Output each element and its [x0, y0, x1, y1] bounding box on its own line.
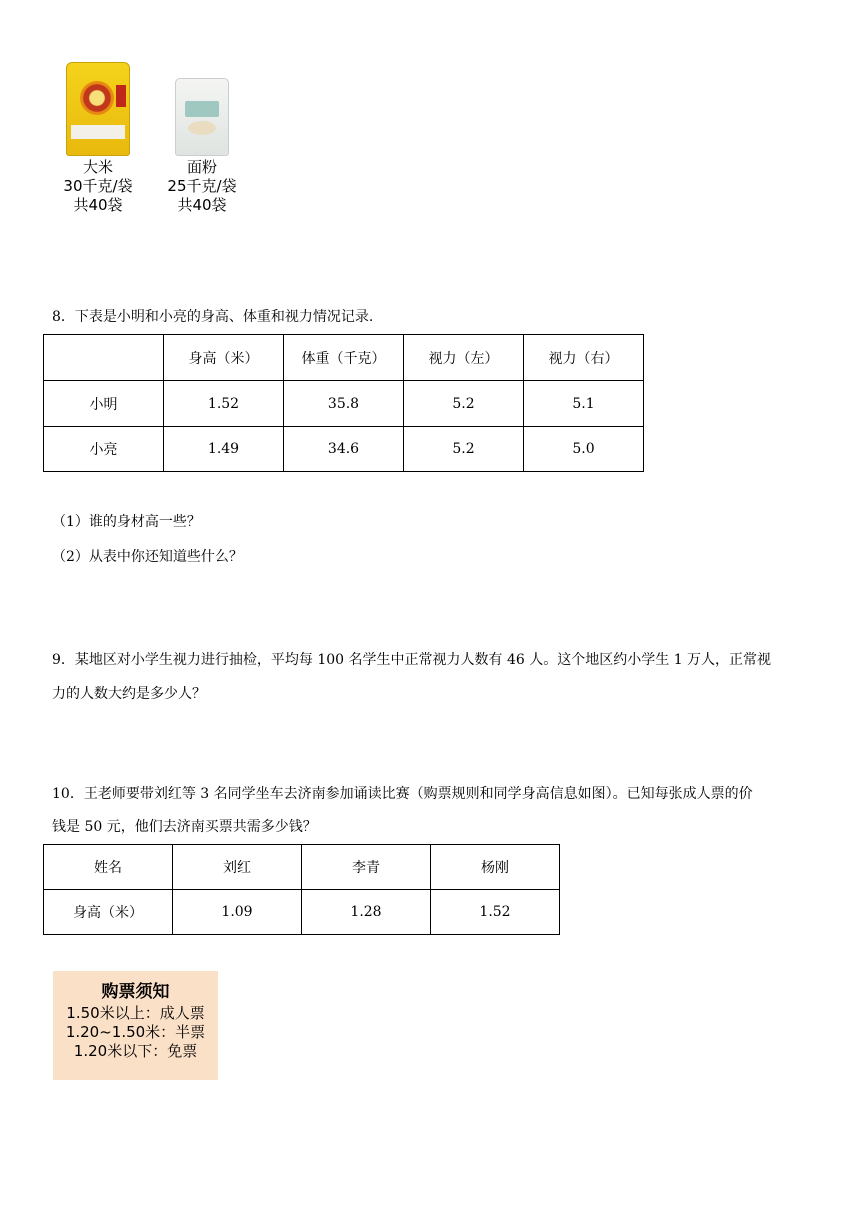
rice-bag-icon	[66, 62, 130, 156]
flour-bag-icon	[175, 78, 229, 156]
product-name: 面粉	[186, 158, 217, 176]
product-count: 共40袋	[73, 196, 123, 214]
table-header-cell	[44, 335, 164, 381]
table-cell: 1.49	[164, 427, 284, 472]
table-cell: 5.1	[524, 381, 644, 427]
product-spec: 25千克/袋	[167, 177, 237, 195]
table-cell: 35.8	[284, 381, 404, 427]
table-header-cell: 杨刚	[431, 845, 560, 890]
table-cell: 身高（米）	[44, 890, 173, 935]
table-header-cell: 姓名	[44, 845, 173, 890]
table-header-cell: 视力（左）	[404, 335, 524, 381]
table-cell: 1.28	[302, 890, 431, 935]
ticket-notice	[53, 971, 218, 1080]
question-9-line-2: 力的人数大约是多少人？	[52, 686, 206, 702]
table-cell: 5.0	[524, 427, 644, 472]
question-10-line-1: 10．王老师要带刘红等 3 名同学坐车去济南参加诵读比赛（购票规则和同学身高信息如图）。已知每张成人票的价	[52, 786, 753, 802]
table-header-cell: 视力（右）	[524, 335, 644, 381]
table-cell: 1.52	[431, 890, 560, 935]
q8-table	[43, 334, 644, 472]
table-header-cell: 体重（千克）	[284, 335, 404, 381]
table-header-cell: 李青	[302, 845, 431, 890]
question-9-line-1: 9．某地区对小学生视力进行抽检，平均每 100 名学生中正常视力人数有 46 人。这个地区约小学生 1 万人，正常视	[52, 652, 772, 668]
table-cell: 5.2	[404, 381, 524, 427]
question-8-text: 8．下表是小明和小亮的身高、体重和视力情况记录.	[52, 309, 374, 325]
table-header-cell: 身高（米）	[164, 335, 284, 381]
q10-table	[43, 844, 560, 935]
table-cell: 5.2	[404, 427, 524, 472]
product-count: 共40袋	[177, 196, 227, 214]
notice-line: 1.20米以下：免票	[73, 1042, 198, 1060]
table-cell: 34.6	[284, 427, 404, 472]
question-8-sub-2: （2）从表中你还知道些什么？	[52, 549, 243, 565]
table-row	[44, 427, 644, 472]
table-row	[44, 890, 560, 935]
table-header-row	[44, 335, 644, 381]
notice-line: 1.50米以上：成人票	[66, 1004, 205, 1022]
notice-line: 1.20~1.50米：半票	[65, 1023, 206, 1041]
product-rice	[58, 62, 138, 215]
question-8-sub-1: （1）谁的身材高一些？	[52, 514, 201, 530]
product-name: 大米	[82, 158, 113, 176]
table-header-cell: 刘红	[173, 845, 302, 890]
product-spec: 30千克/袋	[63, 177, 133, 195]
table-header-row	[44, 845, 560, 890]
table-row	[44, 381, 644, 427]
product-flour	[162, 78, 242, 215]
table-cell: 1.52	[164, 381, 284, 427]
table-cell: 小明	[44, 381, 164, 427]
notice-title: 购票须知	[101, 982, 170, 1002]
question-10-line-2: 钱是 50 元，他们去济南买票共需多少钱？	[52, 819, 317, 835]
table-cell: 1.09	[173, 890, 302, 935]
table-cell: 小亮	[44, 427, 164, 472]
